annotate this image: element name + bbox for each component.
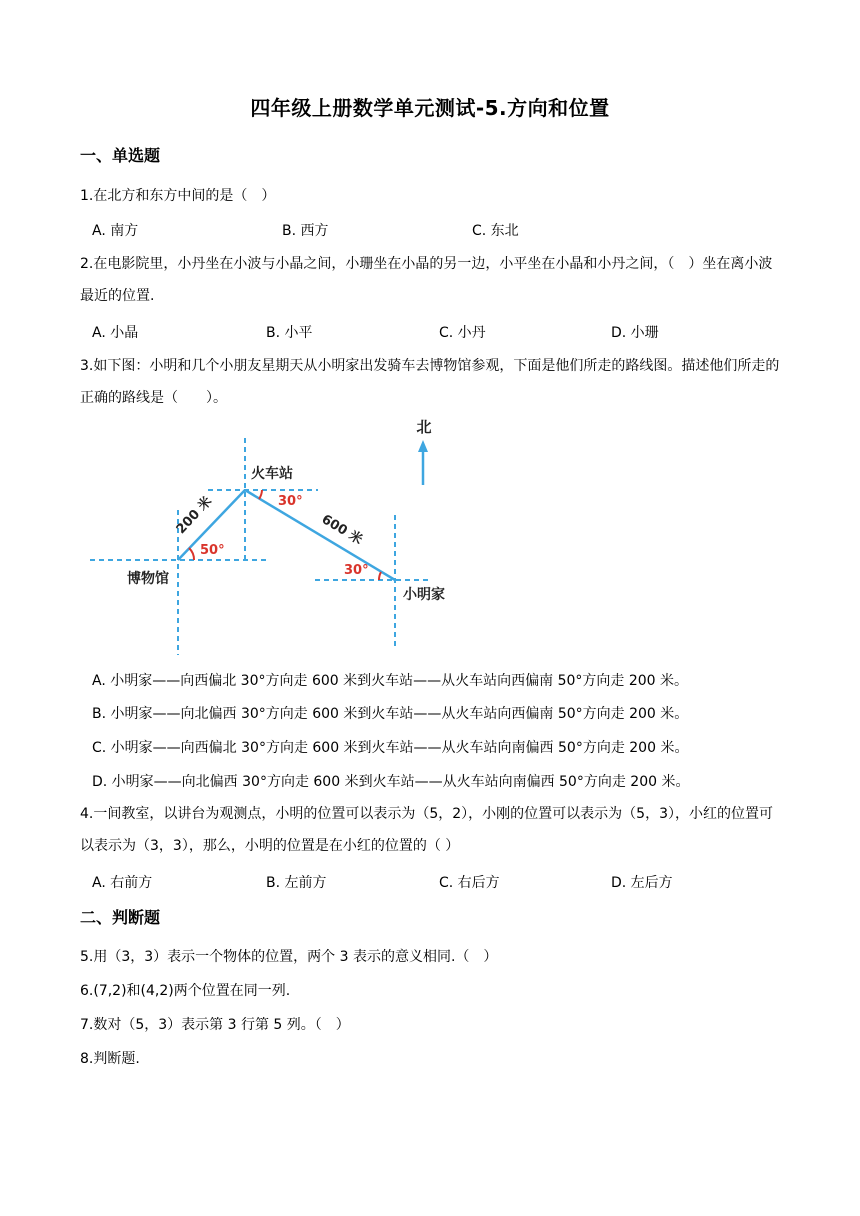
question-3-stem: 3.如下图：小明和几个小朋友星期天从小明家出发骑车去博物馆参观，下面是他们所走的路线图。描述他们所走的正确的路线是（ ）。 [80,358,780,406]
question-2-options [92,322,792,344]
station-label: 火车站 [251,466,293,482]
angle-home-label: 30° [344,563,369,578]
option-a: A. 南方 [92,223,139,239]
route-diagram [0,410,860,660]
option-d: D. 小珊 [611,325,659,341]
question-1-options [92,220,792,242]
question-5: 5.用（3，3）表示一个物体的位置，两个 3 表示的意义相同.（ ） [80,949,498,965]
angle-museum-label: 50° [200,543,225,558]
option-a: A. 小晶 [92,325,139,341]
question-4-options [92,872,792,894]
question-3-option-d: D. 小明家——向北偏西 30°方向走 600 米到火车站——从火车站向南偏西 50°方向走 200 米。 [92,774,690,790]
home-label: 小明家 [403,587,445,603]
question-3-option-a: A. 小明家——向西偏北 30°方向走 600 米到火车站——从火车站向西偏南 50°方向走 200 米。 [92,673,689,689]
museum-label: 博物馆 [127,571,169,587]
option-b: B. 小平 [266,325,313,341]
option-d: D. 左后方 [611,875,673,891]
question-1-stem: 1.在北方和东方中间的是（ ） [80,188,276,204]
page-title: 四年级上册数学单元测试-5.方向和位置 [250,96,610,120]
option-b: B. 西方 [282,223,329,239]
question-2-stem: 2.在电影院里，小丹坐在小波与小晶之间，小珊坐在小晶的另一边，小平坐在小晶和小丹之间，（ ）坐在离小波最近的位置. [80,256,773,304]
angle-station-label: 30° [278,494,303,509]
distance-200-label: 200 米 [173,494,216,538]
question-3-option-c: C. 小明家——向西偏北 30°方向走 600 米到火车站——从火车站向南偏西 50°方向走 200 米。 [92,740,689,756]
section-heading-true-false: 二、判断题 [80,908,161,927]
option-b: B. 左前方 [266,875,327,891]
distance-600-label: 600 米 [318,512,365,548]
question-8: 8.判断题. [80,1051,140,1067]
option-a: A. 右前方 [92,875,153,891]
section-heading-single-choice: 一、单选题 [80,146,161,165]
question-3-option-b: B. 小明家——向北偏西 30°方向走 600 米到火车站——从火车站向西偏南 50°方向走 200 米。 [92,706,689,722]
option-c: C. 右后方 [439,875,500,891]
option-c: C. 东北 [472,223,519,239]
north-label: 北 [416,418,432,436]
question-7: 7.数对（5，3）表示第 3 行第 5 列。（ ） [80,1017,350,1033]
question-6: 6.(7,2)和(4,2)两个位置在同一列. [80,983,291,999]
question-4-stem: 4.一间教室，以讲台为观测点，小明的位置可以表示为（5，2），小刚的位置可以表示为（5，3），小红的位置可以表示为（3，3），那么，小明的位置是在小红的位置的（ ） [80,806,773,854]
option-c: C. 小丹 [439,325,486,341]
